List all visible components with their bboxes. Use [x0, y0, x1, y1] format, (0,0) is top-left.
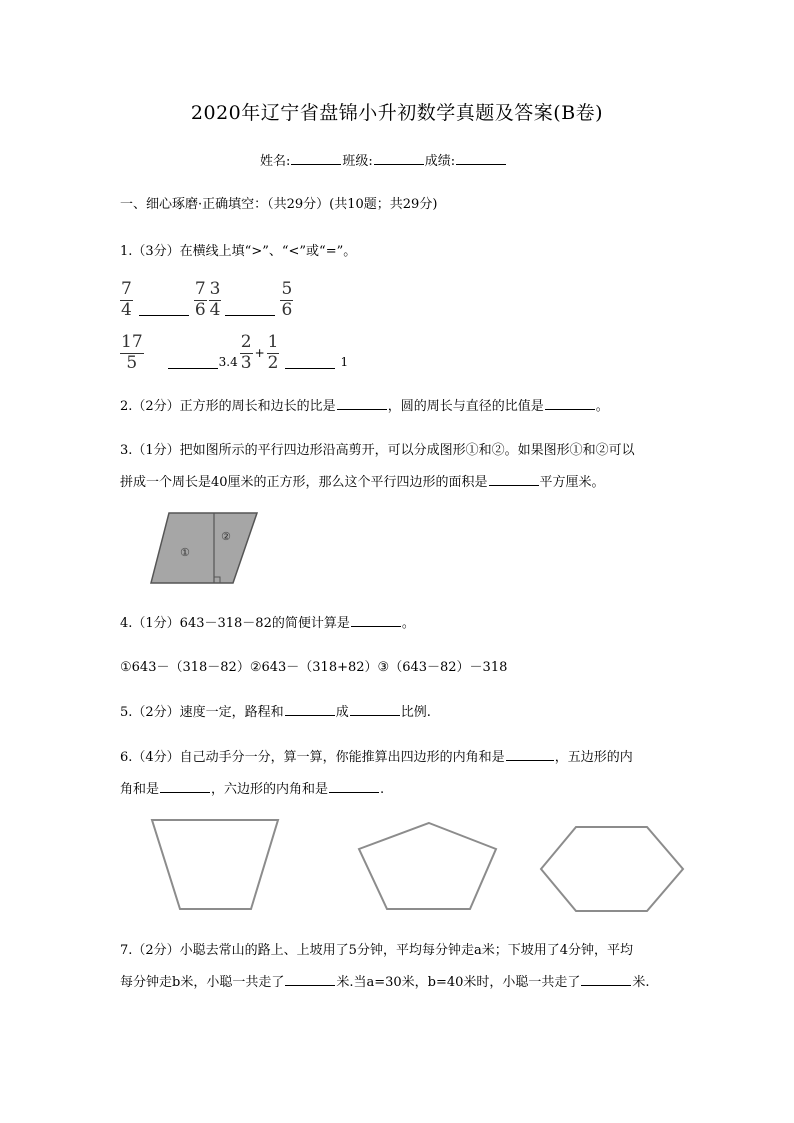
student-info	[260, 150, 507, 169]
class-label: 班级:	[342, 154, 373, 169]
rhs-value: 1	[340, 355, 349, 369]
answer-blank[interactable]	[545, 397, 595, 410]
plus-sign: +	[254, 346, 265, 360]
question-2: 2.（2分）正方形的周长和边长的比是 ，圆的周长与直径的比值是 。	[120, 399, 609, 414]
polygons-figure	[140, 812, 700, 918]
answer-blank[interactable]	[506, 748, 554, 761]
fraction-7-4: $\frac{7}{4}$	[121, 279, 132, 320]
parallelogram-figure	[145, 508, 265, 588]
question-7-line-1: 7.（2分）小聪去常山的路上、上坡用了5分钟，平均每分钟走a米；下坡用了4分钟，平均	[120, 943, 633, 958]
class-blank[interactable]	[374, 152, 424, 165]
parallelogram-shape	[151, 513, 257, 583]
question-3-line-2: 拼成一个周长是40厘米的正方形，那么这个平行四边形的面积是 平方厘米。	[120, 475, 605, 490]
answer-blank[interactable]	[285, 973, 335, 986]
fraction-2-3: $\frac{2}{3}$	[240, 332, 252, 373]
answer-blank[interactable]	[351, 614, 401, 627]
question-4-options: ①643－（318－82）②643－（318+82）③（643－82）－318	[120, 660, 508, 675]
question-6-line-2: 角和是 ，六边形的内角和是 .	[120, 782, 385, 797]
answer-blank[interactable]	[581, 973, 631, 986]
answer-blank[interactable]	[225, 303, 275, 316]
region-1-label: ①	[180, 546, 190, 559]
answer-blank[interactable]	[285, 356, 335, 369]
fraction-5-6: $\frac{5}{6}$	[281, 279, 293, 320]
answer-blank[interactable]	[160, 780, 210, 793]
question-1-text: 1.（3分）在横线上填“>”、“<”或“=”。	[120, 244, 357, 259]
answer-blank[interactable]	[168, 356, 218, 369]
question-5: 5.（2分）速度一定，路程和 成 比例.	[120, 705, 431, 720]
fraction-3-4: $\frac{3}{4}$	[209, 279, 221, 320]
page-title: 2020年辽宁省盘锦小升初数学真题及答案(B卷)	[190, 102, 604, 124]
answer-blank[interactable]	[285, 703, 335, 716]
name-blank[interactable]	[291, 152, 341, 165]
section-heading: 一、细心琢磨·正确填空：（共29分）(共10题；共29分)	[120, 197, 438, 212]
answer-blank[interactable]	[139, 303, 189, 316]
answer-blank[interactable]	[350, 703, 400, 716]
answer-blank[interactable]	[337, 397, 387, 410]
answer-blank[interactable]	[489, 473, 539, 486]
hexagon-shape	[541, 827, 683, 911]
quadrilateral-shape	[152, 820, 278, 909]
answer-blank[interactable]	[329, 780, 379, 793]
question-1-row-2	[120, 334, 348, 372]
question-1-row-1	[120, 281, 293, 319]
score-label: 成绩:	[424, 154, 456, 169]
fraction-17-5: $\frac{17}{5}$	[121, 332, 143, 373]
question-3-line-1: 3.（1分）把如图所示的平行四边形沿高剪开，可以分成图形①和②。如果图形①和②可以	[120, 443, 635, 458]
region-2-label: ②	[221, 530, 231, 543]
score-blank[interactable]	[456, 152, 506, 165]
question-6-line-1: 6.（4分）自己动手分一分，算一算，你能推算出四边形的内角和是 ，五边形的内	[120, 750, 633, 765]
question-4: 4.（1分）643－318－82的简便计算是 。	[120, 616, 415, 631]
pentagon-shape	[359, 823, 496, 909]
fraction-1-2: $\frac{1}{2}$	[267, 332, 279, 373]
question-7-line-2: 每分钟走b米，小聪一共走了 米.当a=30米，b=40米时，小聪一共走了 米.	[120, 975, 650, 990]
decimal-value: 3.4	[218, 355, 238, 369]
fraction-7-6: $\frac{7}{6}$	[194, 279, 206, 320]
name-label: 姓名:	[260, 154, 291, 169]
